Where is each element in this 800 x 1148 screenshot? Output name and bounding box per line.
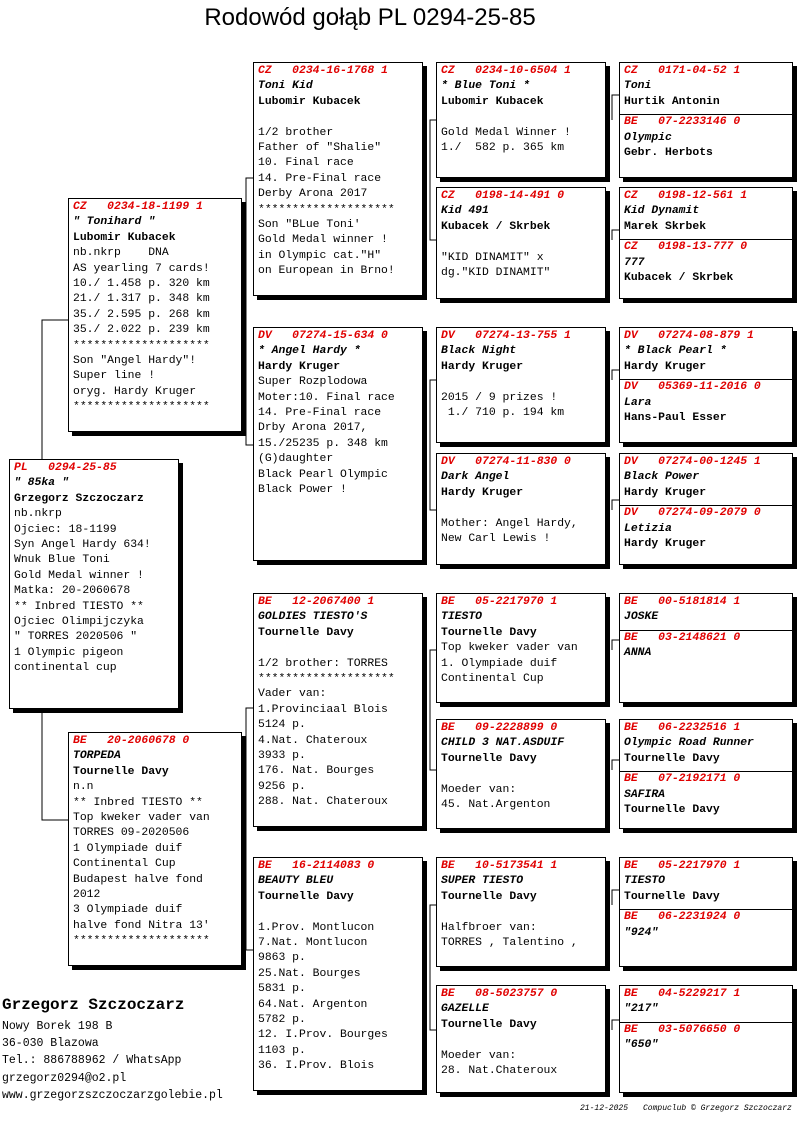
ring-number: DV 05369-11-2016 0 [624, 381, 761, 394]
pigeon-note-line: 1.Provinciaal Blois [258, 703, 388, 716]
pigeon-note-line: 2015 / 9 prizes ! [441, 391, 558, 404]
blank-line [258, 110, 418, 125]
pigeon-note-line: 7.Nat. Montlucon [258, 937, 368, 950]
pigeon-owner: Tournelle Davy [624, 890, 720, 903]
ring-number: DV 07274-13-755 1 [441, 330, 571, 342]
ring-number: DV 07274-15-634 0 [258, 330, 388, 342]
pigeon-owner: Tournelle Davy [441, 1018, 537, 1031]
breeder-website[interactable]: www.grzegorzszczoczarzgolebie.pl [2, 1088, 223, 1102]
pigeon-note-line: 35./ 2.022 p. 239 km [73, 324, 210, 337]
pigeon-name: GAZELLE [441, 1003, 489, 1016]
pigeon-owner: Lubomir Kubacek [441, 95, 544, 108]
pigeon-note-line: 5782 p. [258, 1014, 306, 1027]
ring-number: BE 16-2114083 0 [258, 860, 375, 872]
pigeon-note-line: dg."KID DINAMIT" [441, 267, 551, 280]
pigeon-card-g3-8 [436, 985, 606, 1093]
pigeon-note-line: ** Inbred TIESTO ** [73, 796, 203, 809]
pigeon-note-line: 10. Final race [258, 157, 354, 170]
breeder-name: Grzegorz Szczoczarz [2, 996, 185, 1014]
blank-line [258, 905, 418, 920]
pigeon-owner: Hans-Paul Esser [624, 412, 727, 425]
pigeon-note-line: ******************** [258, 203, 395, 216]
pigeon-name: CHILD 3 NAT.ASDUIF [441, 737, 565, 750]
pigeon-note-line: 25.Nat. Bourges [258, 967, 361, 980]
pigeon-note-line: 12. I.Prov. Bourges [258, 1029, 388, 1042]
footer-credit: Compuclub © Grzegorz Szczoczarz [643, 1104, 792, 1113]
pigeon-name: Kid 491 [441, 205, 489, 218]
pigeon-card-g4-7 [619, 857, 793, 967]
pigeon-note-line: Vader van: [258, 688, 327, 701]
pigeon-owner: Kubacek / Skrbek [624, 272, 734, 285]
pigeon-name: Lara [624, 396, 652, 409]
pigeon-note-line: Ojciec: 18-1199 [14, 523, 117, 536]
pigeon-name: Toni [624, 80, 652, 93]
pigeon-note-line: Gold Medal winner ! [14, 569, 144, 582]
pigeon-note-line: Father of "Shalie" [258, 142, 382, 155]
pigeon-name: "924" [624, 926, 659, 939]
pigeon-note-line: 2012 [73, 889, 101, 902]
pigeon-note-line: AS yearling 7 cards! [73, 262, 210, 275]
pigeon-note-line: 28. Nat.Chateroux [441, 1065, 558, 1078]
pigeon-name: SUPER TIESTO [441, 875, 524, 888]
pigeon-note-line: Derby Arona 2017 [258, 188, 368, 201]
pigeon-name: Dark Angel [441, 471, 510, 484]
pigeon-note-line: 64.Nat. Argenton [258, 998, 368, 1011]
ring-number: CZ 0198-13-777 0 [624, 241, 748, 254]
pigeon-note-line: (G)daughter [258, 453, 334, 466]
pigeon-owner: Tournelle Davy [258, 626, 354, 639]
pigeon-note-line: in Olympic cat."H" [258, 249, 382, 262]
pigeon-note-line: Super Rozplodowa [258, 376, 368, 389]
ring-number: BE 20-2060678 0 [73, 735, 190, 747]
pigeon-owner: Hurtik Antonin [624, 95, 720, 108]
pigeon-note-line: 1/2 brother [258, 126, 334, 139]
pigeon-note-line: Black Power ! [258, 484, 347, 497]
pigeon-note-line: Mother: Angel Hardy, [441, 517, 578, 530]
pigeon-name: "217" [624, 1003, 659, 1016]
pigeon-note-line: Son "Angel Hardy"! [73, 355, 197, 368]
pigeon-note-line: Gold Medal winner ! [258, 234, 388, 247]
pigeon-note-line: 10./ 1.458 p. 320 km [73, 278, 210, 291]
pigeon-note-line: Black Pearl Olympic [258, 468, 388, 481]
ring-number: BE 09-2228899 0 [441, 722, 558, 734]
pigeon-note-line: 4.Nat. Chateroux [258, 734, 368, 747]
pigeon-note-line: Syn Angel Hardy 634! [14, 539, 151, 552]
footer-date: 21-12-2025 [580, 1104, 629, 1113]
pigeon-owner: Lubomir Kubacek [258, 95, 361, 108]
pigeon-note-line: Budapest halve fond [73, 873, 203, 886]
ring-number: DV 07274-09-2079 0 [624, 507, 761, 520]
pigeon-owner: Hardy Kruger [624, 360, 707, 373]
ring-number: BE 07-2233146 0 [624, 116, 741, 129]
ring-number: CZ 0234-18-1199 1 [73, 201, 203, 213]
pigeon-note-line: "KID DINAMIT" x [441, 251, 544, 264]
pigeon-note-line: 1 Olympiade duif [73, 842, 183, 855]
pigeon-note-line: continental cup [14, 662, 117, 675]
pigeon-note-line: 5124 p. [258, 719, 306, 732]
blank-line [441, 110, 601, 125]
page-title: Rodowód gołąb PL 0294-25-85 [204, 4, 536, 31]
ring-number: CZ 0234-10-6504 1 [441, 65, 571, 77]
pigeon-note-line: Top kweker vader van [73, 812, 210, 825]
pigeon-note-line: ******************** [73, 401, 210, 414]
ring-number: BE 00-5181814 1 [624, 596, 741, 608]
ring-number: BE 06-2231924 0 [624, 911, 741, 924]
pigeon-note-line: Continental Cup [73, 858, 176, 871]
pigeon-card-g3-6 [436, 719, 606, 829]
ring-number: DV 07274-11-830 0 [441, 456, 571, 468]
pigeon-card-g4-3 [619, 327, 793, 443]
pigeon-note-line: Gold Medal Winner ! [441, 126, 571, 139]
pigeon-name: ANNA [624, 647, 652, 660]
pigeon-card-g3-5 [436, 593, 606, 703]
pigeon-note-line: 45. Nat.Argenton [441, 799, 551, 812]
pigeon-note-line: 1. Olympiade duif [441, 657, 558, 670]
pigeon-owner: Hardy Kruger [441, 360, 524, 373]
pigeon-card-g4-6 [619, 719, 793, 829]
breeder-address-line2: 36-030 Blazowa [2, 1037, 99, 1051]
pigeon-note-line: 1103 p. [258, 1044, 306, 1057]
pigeon-card-g4-2 [619, 187, 793, 299]
pigeon-note-line: 1./ 582 p. 365 km [441, 142, 565, 155]
pigeon-name: Toni Kid [258, 80, 313, 93]
ring-number: CZ 0198-12-561 1 [624, 190, 748, 202]
pigeon-note-line: ******************** [73, 935, 210, 948]
pigeon-name: TIESTO [624, 875, 666, 888]
pigeon-name: " Tonihard " [73, 216, 156, 229]
pigeon-name: 777 [624, 256, 645, 269]
pigeon-owner: Gebr. Herbots [624, 147, 713, 160]
ring-number: DV 07274-08-879 1 [624, 330, 754, 342]
pigeon-note-line: Moter:10. Final race [258, 391, 395, 404]
pigeon-name: Olympic Road Runner [624, 737, 754, 750]
ring-number: BE 12-2067400 1 [258, 596, 375, 608]
pigeon-card-g4-4 [619, 453, 793, 565]
pigeon-note-line: 9256 p. [258, 780, 306, 793]
pigeon-name: BEAUTY BLEU [258, 875, 334, 888]
pigeon-note-line: ** Inbred TIESTO ** [14, 600, 144, 613]
pigeon-note-line: nb.nkrp [14, 508, 62, 521]
pigeon-name: Letizia [624, 522, 672, 535]
ring-number: BE 08-5023757 0 [441, 988, 558, 1000]
pigeon-note-line: 9863 p. [258, 952, 306, 965]
pigeon-owner: Hardy Kruger [624, 538, 707, 551]
blank-line [441, 905, 601, 920]
ring-number: BE 10-5173541 1 [441, 860, 558, 872]
pigeon-note-line: Moeder van: [441, 1049, 517, 1062]
breeder-phone: Tel.: 886788962 / WhatsApp [2, 1054, 182, 1068]
pigeon-note-line: Top kweker vader van [441, 642, 578, 655]
blank-line [258, 641, 418, 656]
pigeon-owner: Kubacek / Skrbek [441, 220, 551, 233]
pigeon-note-line: 15./25235 p. 348 km [258, 437, 388, 450]
pigeon-note-line: 36. I.Prov. Blois [258, 1060, 375, 1073]
ring-number: BE 04-5229217 1 [624, 988, 741, 1000]
pigeon-name: GOLDIES TIESTO'S [258, 611, 368, 624]
pigeon-note-line: " TORRES 2020506 " [14, 631, 138, 644]
pigeon-note-line: Ojciec Olimpijczyka [14, 616, 144, 629]
pigeon-card-dam-sire [253, 593, 423, 827]
pigeon-name: Black Night [441, 345, 517, 358]
breeder-address-line1: Nowy Borek 198 B [2, 1020, 113, 1033]
pigeon-note-line: ******************** [73, 339, 210, 352]
pigeon-owner: Hardy Kruger [624, 486, 707, 499]
pigeon-note-line: 35./ 2.595 p. 268 km [73, 308, 210, 321]
pigeon-card-g3-4 [436, 453, 606, 565]
pigeon-owner: Tournelle Davy [441, 890, 537, 903]
pigeon-note-line: Halfbroer van: [441, 921, 537, 934]
ring-number: CZ 0198-14-491 0 [441, 190, 565, 202]
ring-number: CZ 0171-04-52 1 [624, 65, 741, 77]
blank-line [441, 375, 601, 390]
pigeon-card-sire [68, 198, 242, 432]
pigeon-note-line: Moeder van: [441, 783, 517, 796]
pigeon-note-line: halve fond Nitra 13' [73, 919, 210, 932]
pigeon-owner: Tournelle Davy [73, 765, 169, 778]
pigeon-owner: Tournelle Davy [624, 804, 720, 817]
ring-number: BE 06-2232516 1 [624, 722, 741, 734]
pigeon-note-line: 1.Prov. Montlucon [258, 921, 375, 934]
ring-number: PL 0294-25-85 [14, 462, 117, 474]
pigeon-card-g3-7 [436, 857, 606, 967]
pigeon-note-line: 1 Olympic pigeon [14, 646, 124, 659]
pigeon-note-line: 1./ 710 p. 194 km [441, 407, 565, 420]
pigeon-note-line: nb.nkrp DNA [73, 247, 169, 260]
blank-line [441, 501, 601, 516]
pigeon-name: * Black Pearl * [624, 345, 727, 358]
pigeon-card-dam-dam [253, 857, 423, 1091]
pigeon-card-dam [68, 732, 242, 966]
pigeon-card-g3-1 [436, 62, 606, 178]
pigeon-name: TIESTO [441, 611, 483, 624]
pigeon-note-line: on European in Brno! [258, 265, 395, 278]
blank-line [441, 1033, 601, 1048]
pigeon-note-line: ******************** [258, 673, 395, 686]
pigeon-owner: Lubomir Kubacek [73, 231, 176, 244]
ring-number: BE 05-2217970 1 [624, 860, 741, 872]
pigeon-owner: Tournelle Davy [258, 890, 354, 903]
pigeon-owner: Tournelle Davy [441, 752, 537, 765]
pigeon-card-sire-sire [253, 62, 423, 296]
pigeon-name: "650" [624, 1039, 659, 1052]
pigeon-note-line: 5831 p. [258, 983, 306, 996]
pigeon-owner: Marek Skrbek [624, 220, 707, 233]
pigeon-owner: Tournelle Davy [624, 752, 720, 765]
pigeon-note-line: 176. Nat. Bourges [258, 765, 375, 778]
pigeon-owner: Hardy Kruger [258, 360, 341, 373]
pigeon-note-line: TORRES 09-2020506 [73, 827, 190, 840]
pigeon-note-line: oryg. Hardy Kruger [73, 385, 197, 398]
pigeon-owner: Hardy Kruger [441, 486, 524, 499]
pigeon-name: JOSKE [624, 611, 659, 624]
pigeon-name: TORPEDA [73, 750, 121, 763]
ring-number: BE 03-2148621 0 [624, 631, 741, 644]
blank-line [441, 767, 601, 782]
pigeon-note-line: 21./ 1.317 p. 348 km [73, 293, 210, 306]
pigeon-card-g4-1 [619, 62, 793, 178]
pigeon-note-line: New Carl Lewis ! [441, 533, 551, 546]
pigeon-card-g4-5 [619, 593, 793, 703]
ring-number: BE 07-2192171 0 [624, 773, 741, 786]
pigeon-name: " 85ka " [14, 477, 69, 490]
pigeon-note-line: Continental Cup [441, 673, 544, 686]
breeder-contact [2, 994, 223, 1104]
pigeon-card-g3-3 [436, 327, 606, 443]
pigeon-card-g4-8 [619, 985, 793, 1093]
ring-number: BE 03-5076650 0 [624, 1023, 741, 1036]
pigeon-owner: Grzegorz Szczoczarz [14, 492, 144, 505]
pigeon-note-line: Super line ! [73, 370, 156, 383]
pigeon-note-line: 14. Pre-Final race [258, 407, 382, 420]
pigeon-name: Kid Dynamit [624, 205, 700, 218]
pigeon-card-g3-2 [436, 187, 606, 299]
pigeon-name: * Blue Toni * [441, 80, 530, 93]
pigeon-name: Olympic [624, 131, 672, 144]
pigeon-note-line: 1/2 brother: TORRES [258, 657, 388, 670]
breeder-email[interactable]: grzegorz0294@o2.pl [2, 1071, 127, 1085]
blank-line [441, 235, 601, 250]
ring-number: DV 07274-00-1245 1 [624, 456, 761, 468]
pigeon-note-line: 288. Nat. Chateroux [258, 796, 388, 809]
pigeon-note-line: n.n [73, 781, 94, 794]
pigeon-note-line: Son "BLue Toni' [258, 219, 361, 232]
pigeon-card-subject [9, 459, 179, 709]
pigeon-note-line: 14. Pre-Final race [258, 172, 382, 185]
pigeon-note-line: TORRES , Talentino , [441, 937, 578, 950]
pigeon-owner: Tournelle Davy [441, 626, 537, 639]
ring-number: BE 05-2217970 1 [441, 596, 558, 608]
ring-number: CZ 0234-16-1768 1 [258, 65, 388, 77]
pigeon-note-line: 3 Olympiade duif [73, 904, 183, 917]
pigeon-card-sire-dam [253, 327, 423, 561]
pigeon-name: SAFIRA [624, 788, 666, 801]
pigeon-note-line: Matka: 20-2060678 [14, 585, 131, 598]
pigeon-name: * Angel Hardy * [258, 345, 361, 358]
pigeon-note-line: Drby Arona 2017, [258, 422, 368, 435]
pigeon-note-line: 3933 p. [258, 750, 306, 763]
pigeon-note-line: Wnuk Blue Toni [14, 554, 110, 567]
pigeon-name: Black Power [624, 471, 700, 484]
